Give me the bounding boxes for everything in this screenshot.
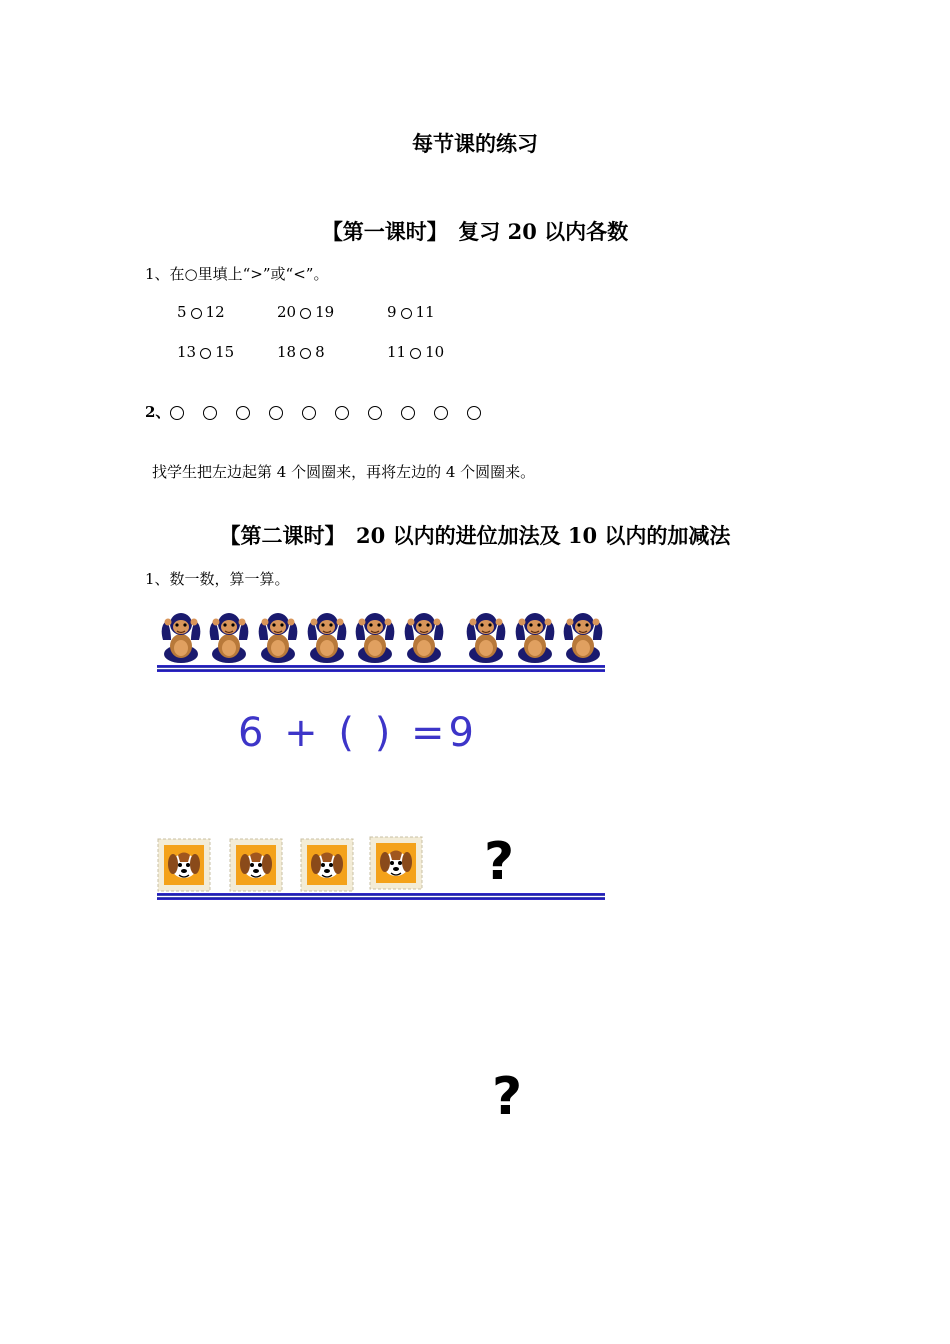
big-circle[interactable]	[467, 406, 481, 420]
answer-circle[interactable]	[191, 308, 202, 319]
monkey-picture	[462, 610, 510, 664]
monkey-illustration	[157, 610, 605, 672]
compare-left: 11	[387, 343, 407, 361]
compare-item	[277, 303, 334, 321]
compare-item	[177, 343, 234, 361]
lesson1-heading: 【第一课时】 复习 20 以内各数	[321, 219, 629, 244]
answer-circle[interactable]	[401, 308, 412, 319]
dog-stamp-picture	[157, 838, 211, 892]
circle-row	[170, 403, 500, 421]
compare-right: 19	[315, 303, 335, 321]
monkey-picture	[205, 610, 253, 664]
compare-right: 12	[205, 303, 225, 321]
compare-left: 9	[387, 303, 397, 321]
compare-left: 13	[177, 343, 197, 361]
monkey-row	[157, 610, 605, 665]
lesson1-question1: 1、在○里填上“>”或“<”。	[145, 265, 329, 283]
big-circle[interactable]	[236, 406, 250, 420]
big-circle[interactable]	[302, 406, 316, 420]
big-circle[interactable]	[368, 406, 382, 420]
shelf-line	[157, 665, 605, 672]
shelf-line	[157, 893, 605, 900]
compare-right: 8	[315, 343, 325, 361]
addition-formula: 6 + ( ) =9	[238, 710, 478, 756]
monkey-picture	[400, 610, 448, 664]
question-mark: ?	[492, 1067, 523, 1127]
compare-item	[387, 303, 435, 321]
question-mark: ?	[484, 832, 515, 892]
compare-item	[177, 303, 225, 321]
compare-item	[277, 343, 325, 361]
monkey-picture	[157, 610, 205, 664]
monkey-picture	[511, 610, 559, 664]
stamp-row	[157, 836, 605, 892]
big-circle[interactable]	[269, 406, 283, 420]
lesson1-question2	[145, 401, 500, 422]
compare-left: 5	[177, 303, 187, 321]
page-title: 每节课的练习	[412, 131, 538, 156]
compare-left: 18	[277, 343, 297, 361]
lesson2-question1: 1、数一数，算一算。	[145, 570, 290, 588]
compare-left: 20	[277, 303, 297, 321]
answer-circle[interactable]	[200, 348, 211, 359]
dog-stamp-picture	[300, 838, 354, 892]
stamp-illustration	[157, 832, 605, 902]
big-circle[interactable]	[335, 406, 349, 420]
compare-right: 15	[215, 343, 235, 361]
dog-stamp-picture	[369, 836, 423, 890]
monkey-picture	[351, 610, 399, 664]
answer-circle[interactable]	[410, 348, 421, 359]
monkey-picture	[254, 610, 302, 664]
monkey-picture	[303, 610, 351, 664]
monkey-picture	[559, 610, 607, 664]
answer-circle[interactable]	[300, 308, 311, 319]
big-circle[interactable]	[203, 406, 217, 420]
compare-right: 10	[425, 343, 445, 361]
lesson2-heading: 【第二课时】 20 以内的进位加法及 10 以内的加减法	[219, 523, 731, 548]
lesson1-instruction: 找学生把左边起第 4 个圆圈来，再将左边的 4 个圆圈来。	[152, 463, 536, 481]
question2-label: 2、	[145, 403, 171, 421]
big-circle[interactable]	[434, 406, 448, 420]
compare-item	[387, 343, 444, 361]
dog-stamp-picture	[229, 838, 283, 892]
answer-circle[interactable]	[300, 348, 311, 359]
big-circle[interactable]	[401, 406, 415, 420]
compare-right: 11	[415, 303, 435, 321]
big-circle[interactable]	[170, 406, 184, 420]
